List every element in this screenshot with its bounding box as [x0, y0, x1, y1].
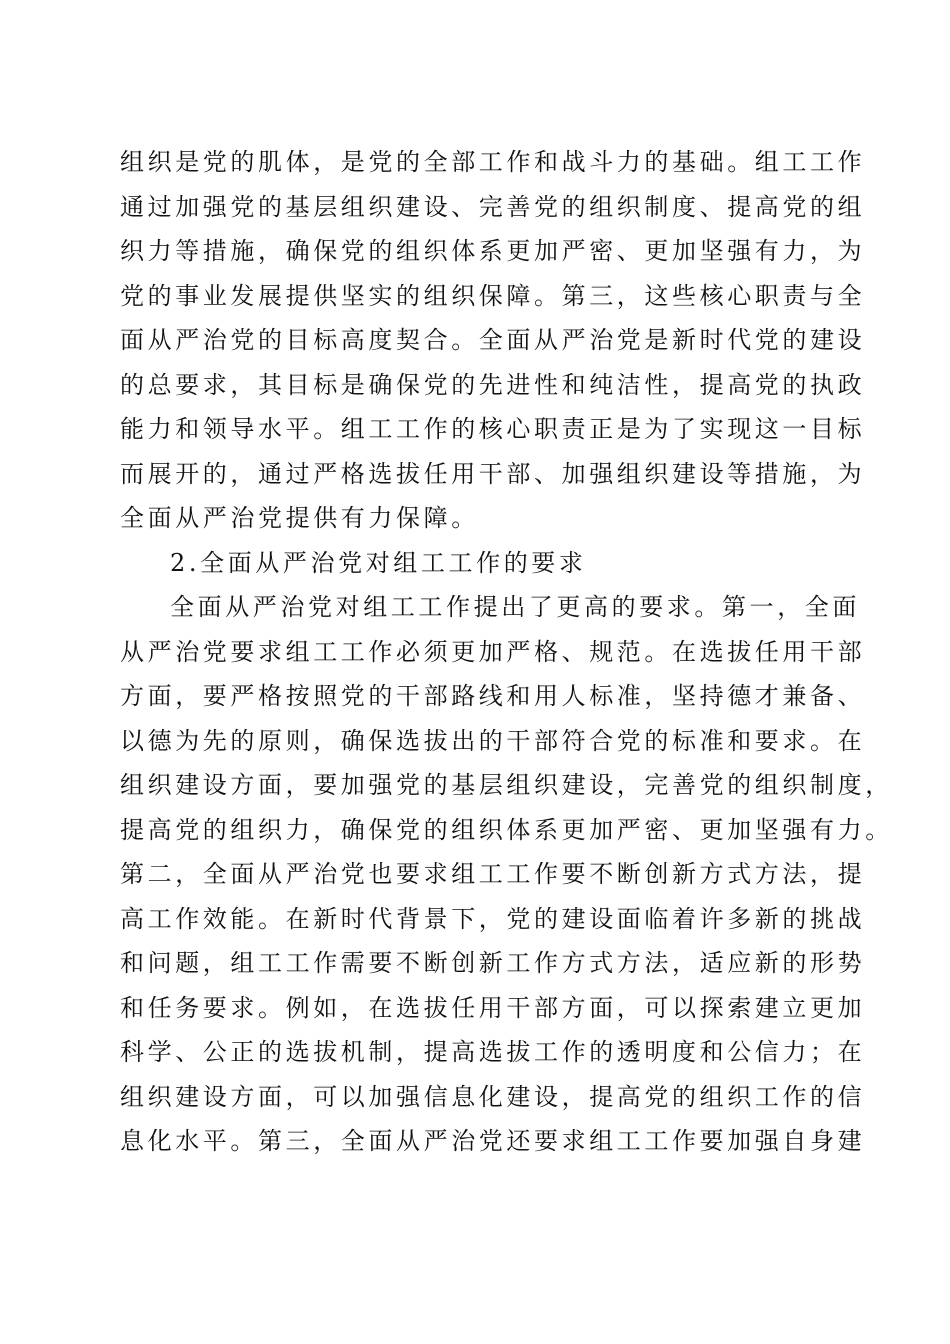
text-line: 组织是党的肌体，是党的全部工作和战斗力的基础。组工工作	[120, 148, 866, 176]
text-line: 从严治党要求组工工作必须更加严格、规范。在选拔任用干部	[120, 637, 866, 666]
text-line: 以德为先的原则，确保选拔出的干部符合党的标准和要求。在	[120, 726, 866, 755]
text-line: 提高党的组织力，确保党的组织体系更加严密、更加坚强有力。	[120, 815, 893, 844]
text-line: 织力等措施，确保党的组织体系更加严密、更加坚强有力，为	[120, 237, 866, 265]
text-line: 组织建设方面，要加强党的基层组织建设，完善党的组织制度，	[120, 771, 893, 799]
text-line: 党的事业发展提供坚实的组织保障。第三，这些核心职责与全	[120, 281, 866, 310]
body-text	[120, 140, 893, 1164]
text-line: 面从严治党的目标高度契合。全面从严治党是新时代党的建设	[120, 326, 866, 354]
text-line: 高工作效能。在新时代背景下，党的建设面临着许多新的挑战	[120, 904, 866, 933]
text-line: 通过加强党的基层组织建设、完善党的组织制度、提高党的组	[120, 192, 866, 221]
text-line: 全面从严治党提供有力保障。	[120, 504, 479, 532]
text-line: 而展开的，通过严格选拔任用干部、加强组织建设等措施，为	[120, 459, 866, 488]
text-line: 第二，全面从严治党也要求组工工作要不断创新方式方法，提	[120, 860, 866, 888]
text-line: 科学、公正的选拔机制，提高选拔工作的透明度和公信力；在	[120, 1038, 866, 1066]
text-line: 组织建设方面，可以加强信息化建设，提高党的组织工作的信	[120, 1082, 866, 1111]
section-heading: 2.全面从严治党对组工工作的要求	[170, 548, 587, 577]
text-line: 和问题，组工工作需要不断创新工作方式方法，适应新的形势	[120, 949, 866, 977]
text-line: 全面从严治党对组工工作提出了更高的要求。第一，全面	[170, 593, 860, 621]
text-line: 方面，要严格按照党的干部路线和用人标准，坚持德才兼备、	[120, 682, 866, 710]
text-line: 的总要求，其目标是确保党的先进性和纯洁性，提高党的执政	[120, 370, 866, 399]
text-line: 能力和领导水平。组工工作的核心职责正是为了实现这一目标	[120, 415, 866, 443]
text-line: 和任务要求。例如，在选拔任用干部方面，可以探索建立更加	[120, 993, 866, 1022]
text-line: 息化水平。第三，全面从严治党还要求组工工作要加强自身建	[120, 1127, 866, 1155]
